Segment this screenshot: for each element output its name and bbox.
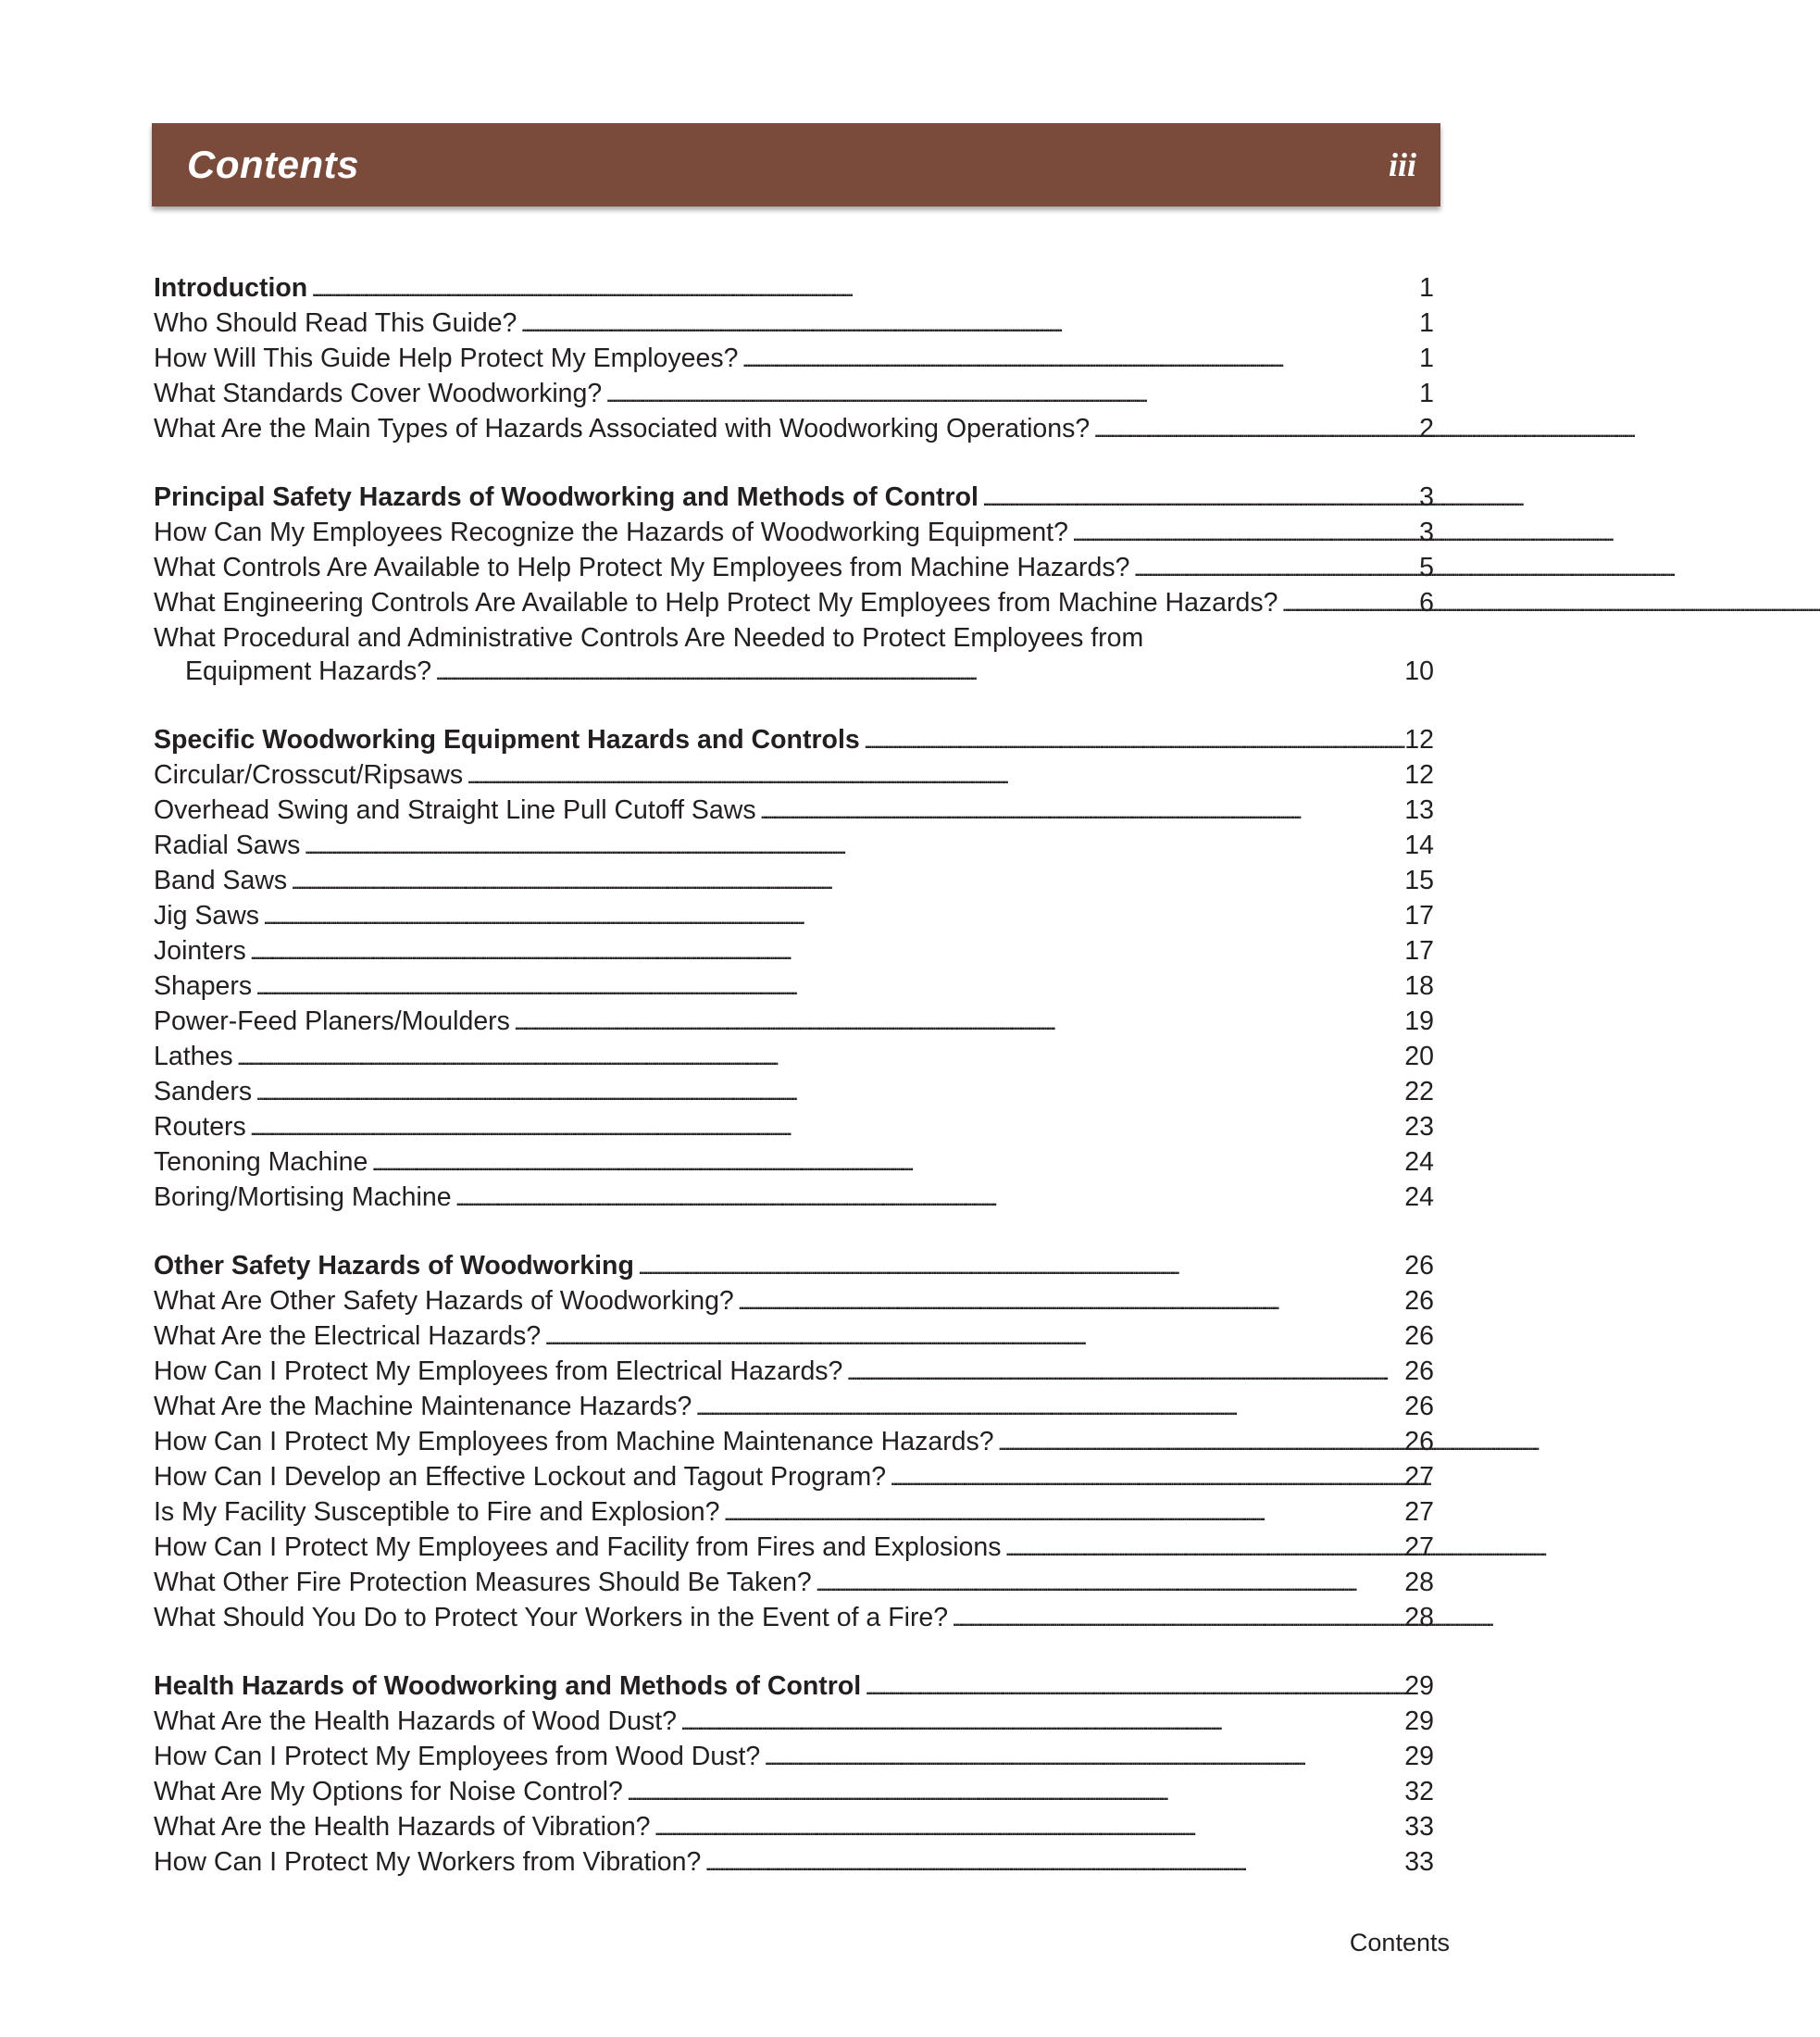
dot-leader (764, 1740, 1401, 1775)
page-footer: Contents (1349, 1929, 1450, 1956)
toc-page-number: 17 (1404, 901, 1434, 931)
toc-entry[interactable] (154, 1460, 1434, 1495)
toc-entry[interactable] (154, 1425, 1434, 1460)
toc-page-number: 26 (1404, 1251, 1434, 1281)
toc-section-heading[interactable] (154, 1249, 1434, 1284)
toc-entry-label: What Are the Electrical Hazards? (154, 1321, 542, 1351)
toc-entry-label: Introduction (154, 273, 308, 303)
toc-entry-label: Band Saws (154, 866, 288, 895)
toc-entry[interactable] (154, 1845, 1434, 1881)
dot-leader (605, 377, 1415, 412)
toc-entry-label: Jig Saws (154, 901, 260, 931)
toc-page-number: 12 (1404, 725, 1434, 755)
toc-page-number: 26 (1404, 1427, 1434, 1456)
contents-header-bar (152, 123, 1440, 206)
toc-entry-label: Power-Feed Planers/Moulders (154, 1006, 510, 1036)
dot-leader (263, 899, 1401, 934)
toc-page-number: 33 (1404, 1812, 1434, 1842)
dot-leader (1072, 516, 1415, 551)
dot-leader (250, 934, 1402, 969)
dot-leader (250, 1110, 1402, 1145)
toc-entry-label: What Should You Do to Protect Your Workers in the Event of a Fire? (154, 1603, 949, 1632)
toc-entry[interactable] (154, 864, 1434, 899)
toc-entry[interactable] (154, 1145, 1434, 1181)
toc-entry-label: What Are the Health Hazards of Wood Dust? (154, 1706, 678, 1736)
toc-page-number: 32 (1404, 1777, 1434, 1806)
toc-entry-label: Tenoning Machine (154, 1147, 368, 1177)
toc-entry[interactable] (154, 1110, 1434, 1145)
toc-page-number: 3 (1419, 482, 1434, 512)
toc-page-number: 27 (1404, 1497, 1434, 1527)
toc-entry[interactable] (154, 306, 1434, 342)
toc-entry[interactable] (154, 342, 1434, 377)
toc-entry-label: Specific Woodworking Equipment Hazards and Controls (154, 725, 860, 755)
toc-page-number: 22 (1404, 1077, 1434, 1106)
toc-entry[interactable] (154, 1319, 1434, 1355)
dot-leader (760, 794, 1402, 829)
toc-page-number: 26 (1404, 1392, 1434, 1421)
toc-entry-label: Is My Facility Susceptible to Fire and Explosion? (154, 1497, 720, 1527)
toc-entry[interactable] (154, 1005, 1434, 1040)
toc-entry[interactable] (154, 1181, 1434, 1216)
toc-page-number: 29 (1404, 1671, 1434, 1701)
toc-page-number: 10 (1404, 656, 1434, 686)
toc-entry-label: Other Safety Hazards of Woodworking (154, 1251, 634, 1281)
toc-page-number: 33 (1404, 1847, 1434, 1877)
dot-leader (998, 1425, 1402, 1460)
toc-section (154, 271, 1434, 447)
toc-entry-label: What Are the Machine Maintenance Hazards? (154, 1392, 692, 1421)
toc-entry[interactable] (154, 934, 1434, 969)
dot-leader (738, 1284, 1402, 1319)
toc-page-number: 23 (1404, 1112, 1434, 1142)
toc-entry[interactable] (154, 551, 1434, 586)
toc-page-number: 5 (1419, 553, 1434, 582)
dot-leader (695, 1390, 1401, 1425)
toc-entry[interactable] (154, 1531, 1434, 1566)
toc-section-heading[interactable] (154, 1669, 1434, 1705)
toc-page-number: 27 (1404, 1462, 1434, 1492)
toc-entry[interactable] (154, 899, 1434, 934)
toc-page-number: 20 (1404, 1042, 1434, 1071)
dot-leader (680, 1705, 1401, 1740)
toc-entry[interactable] (154, 1495, 1434, 1531)
toc-page-number: 24 (1404, 1147, 1434, 1177)
toc-page-number: 28 (1404, 1603, 1434, 1632)
toc-page-number: 26 (1404, 1356, 1434, 1386)
toc-entry[interactable] (154, 1355, 1434, 1390)
toc-entry-label: Circular/Crosscut/Ripsaws (154, 760, 464, 790)
toc-page-number: 28 (1404, 1568, 1434, 1597)
toc-section-heading[interactable] (154, 271, 1434, 306)
toc-entry[interactable] (154, 1566, 1434, 1601)
toc-entry-label: Jointers (154, 936, 246, 966)
toc-entry[interactable] (154, 586, 1434, 621)
toc-entry-label: Shapers (154, 971, 253, 1001)
toc-entry-label: How Can I Develop an Effective Lockout and Tagout Program? (154, 1462, 887, 1492)
dot-leader (514, 1005, 1401, 1040)
dot-leader (865, 1669, 1401, 1705)
dot-leader (742, 342, 1415, 377)
toc-entry-label: Overhead Swing and Straight Line Pull Cutoff Saws (154, 795, 756, 825)
toc-entry[interactable] (154, 1390, 1434, 1425)
toc-entry-label: How Can I Protect My Employees and Facility from Fires and Explosions (154, 1532, 1002, 1562)
toc-entry-label: What Are My Options for Noise Control? (154, 1777, 623, 1806)
toc-entry[interactable] (154, 829, 1434, 864)
toc-page-number: 13 (1404, 795, 1434, 825)
dot-leader (1281, 586, 1415, 621)
toc-page-number: 29 (1404, 1742, 1434, 1771)
dot-leader (890, 1460, 1401, 1495)
toc-entry[interactable] (154, 794, 1434, 829)
page-title: Contents (187, 143, 359, 186)
toc-entry-label: What Are Other Safety Hazards of Woodworking? (154, 1286, 734, 1316)
toc-entry[interactable] (154, 1775, 1434, 1810)
toc-entry[interactable] (154, 1810, 1434, 1845)
toc-entry-label: Radial Saws (154, 831, 301, 860)
dot-leader (982, 481, 1415, 516)
toc-entry-label[interactable]: What Procedural and Administrative Controls Are Needed to Protect Employees from (154, 623, 1144, 653)
toc-entry[interactable] (154, 758, 1434, 794)
toc-page-number: 1 (1419, 308, 1434, 338)
page-number-roman: iii (1388, 146, 1416, 183)
toc-entry-label: How Can My Employees Recognize the Hazards of Woodworking Equipment? (154, 518, 1068, 547)
toc-page-number: 19 (1404, 1006, 1434, 1036)
dot-leader (816, 1566, 1402, 1601)
toc-entry-label: What Other Fire Protection Measures Should Be Taken? (154, 1568, 812, 1597)
toc-page-number: 3 (1419, 518, 1434, 547)
toc-page-number: 26 (1404, 1321, 1434, 1351)
toc-entry-label: How Can I Protect My Workers from Vibration? (154, 1847, 702, 1877)
toc-entry-label: Lathes (154, 1042, 233, 1071)
dot-leader (723, 1495, 1401, 1531)
toc-entry-label: What Controls Are Available to Help Protect My Employees from Machine Hazards? (154, 553, 1130, 582)
toc-entry-label: Principal Safety Hazards of Woodworking and Methods of Control (154, 482, 979, 512)
toc-page-number: 1 (1419, 344, 1434, 373)
toc-page-number: 27 (1404, 1532, 1434, 1562)
dot-leader (304, 829, 1401, 864)
toc-entry-label: How Can I Protect My Employees from Machine Maintenance Hazards? (154, 1427, 994, 1456)
dot-leader (256, 1075, 1401, 1110)
toc-entry[interactable] (154, 969, 1434, 1005)
toc-entry-label: Equipment Hazards? (185, 656, 432, 686)
toc-page-number: 14 (1404, 831, 1434, 860)
dot-leader (846, 1355, 1401, 1390)
toc-entry-label: What Are the Main Types of Hazards Associated with Woodworking Operations? (154, 414, 1091, 444)
toc-page-number: 15 (1404, 866, 1434, 895)
toc-entry[interactable] (154, 412, 1434, 447)
dot-leader (291, 864, 1401, 899)
dot-leader (1093, 412, 1415, 447)
dot-leader (467, 758, 1401, 794)
toc-entry[interactable] (154, 516, 1434, 551)
toc-entry-label: What Engineering Controls Are Available to Help Protect My Employees from Machine Hazards? (154, 588, 1278, 618)
toc-entry[interactable] (154, 1284, 1434, 1319)
toc-section (154, 1669, 1434, 1881)
toc-page-number: 1 (1419, 379, 1434, 408)
toc-section-heading[interactable] (154, 723, 1434, 758)
toc-entry[interactable] (154, 1705, 1434, 1740)
toc-page-number: 18 (1404, 971, 1434, 1001)
toc-page-number: 6 (1419, 588, 1434, 618)
toc-entry-label: How Will This Guide Help Protect My Employees? (154, 344, 739, 373)
dot-leader (952, 1601, 1401, 1636)
dot-leader (435, 655, 1401, 690)
dot-leader (1133, 551, 1415, 586)
toc-page-number: 2 (1419, 414, 1434, 444)
dot-leader (1005, 1531, 1402, 1566)
dot-leader (654, 1810, 1402, 1845)
dot-leader (256, 969, 1401, 1005)
toc-entry[interactable] (154, 655, 1434, 690)
toc-entry[interactable] (154, 1075, 1434, 1110)
dot-leader (627, 1775, 1401, 1810)
toc-section-heading[interactable] (154, 481, 1434, 516)
dot-leader (237, 1040, 1402, 1075)
toc-entry-label: Routers (154, 1112, 246, 1142)
dot-leader (371, 1145, 1401, 1181)
toc-entry-label: Sanders (154, 1077, 253, 1106)
dot-leader (638, 1249, 1401, 1284)
toc-section (154, 723, 1434, 1216)
toc-entry-label: Boring/Mortising Machine (154, 1182, 452, 1212)
toc-entry[interactable] (154, 377, 1434, 412)
toc-page-number: 24 (1404, 1182, 1434, 1212)
toc-entry[interactable] (154, 1740, 1434, 1775)
toc-page-number: 12 (1404, 760, 1434, 790)
toc-entry[interactable] (154, 1601, 1434, 1636)
toc-entry-label: Health Hazards of Woodworking and Methods of Control (154, 1671, 862, 1701)
table-of-contents (154, 271, 1434, 1914)
toc-entry-label: How Can I Protect My Employees from Wood Dust? (154, 1742, 761, 1771)
toc-page-number: 17 (1404, 936, 1434, 966)
dot-leader (544, 1319, 1401, 1355)
toc-entry-label: Who Should Read This Guide? (154, 308, 517, 338)
toc-section (154, 1249, 1434, 1636)
toc-page-number: 26 (1404, 1286, 1434, 1316)
toc-entry-label: How Can I Protect My Employees from Electrical Hazards? (154, 1356, 843, 1386)
toc-entry-label: What Standards Cover Woodworking? (154, 379, 603, 408)
toc-entry-label: What Are the Health Hazards of Vibration? (154, 1812, 651, 1842)
dot-leader (455, 1181, 1402, 1216)
dot-leader (704, 1845, 1401, 1881)
dot-leader (864, 723, 1402, 758)
dot-leader (520, 306, 1415, 342)
toc-section (154, 481, 1434, 690)
toc-page-number: 29 (1404, 1706, 1434, 1736)
toc-page-number: 1 (1419, 273, 1434, 303)
dot-leader (311, 271, 1415, 306)
toc-entry[interactable] (154, 1040, 1434, 1075)
